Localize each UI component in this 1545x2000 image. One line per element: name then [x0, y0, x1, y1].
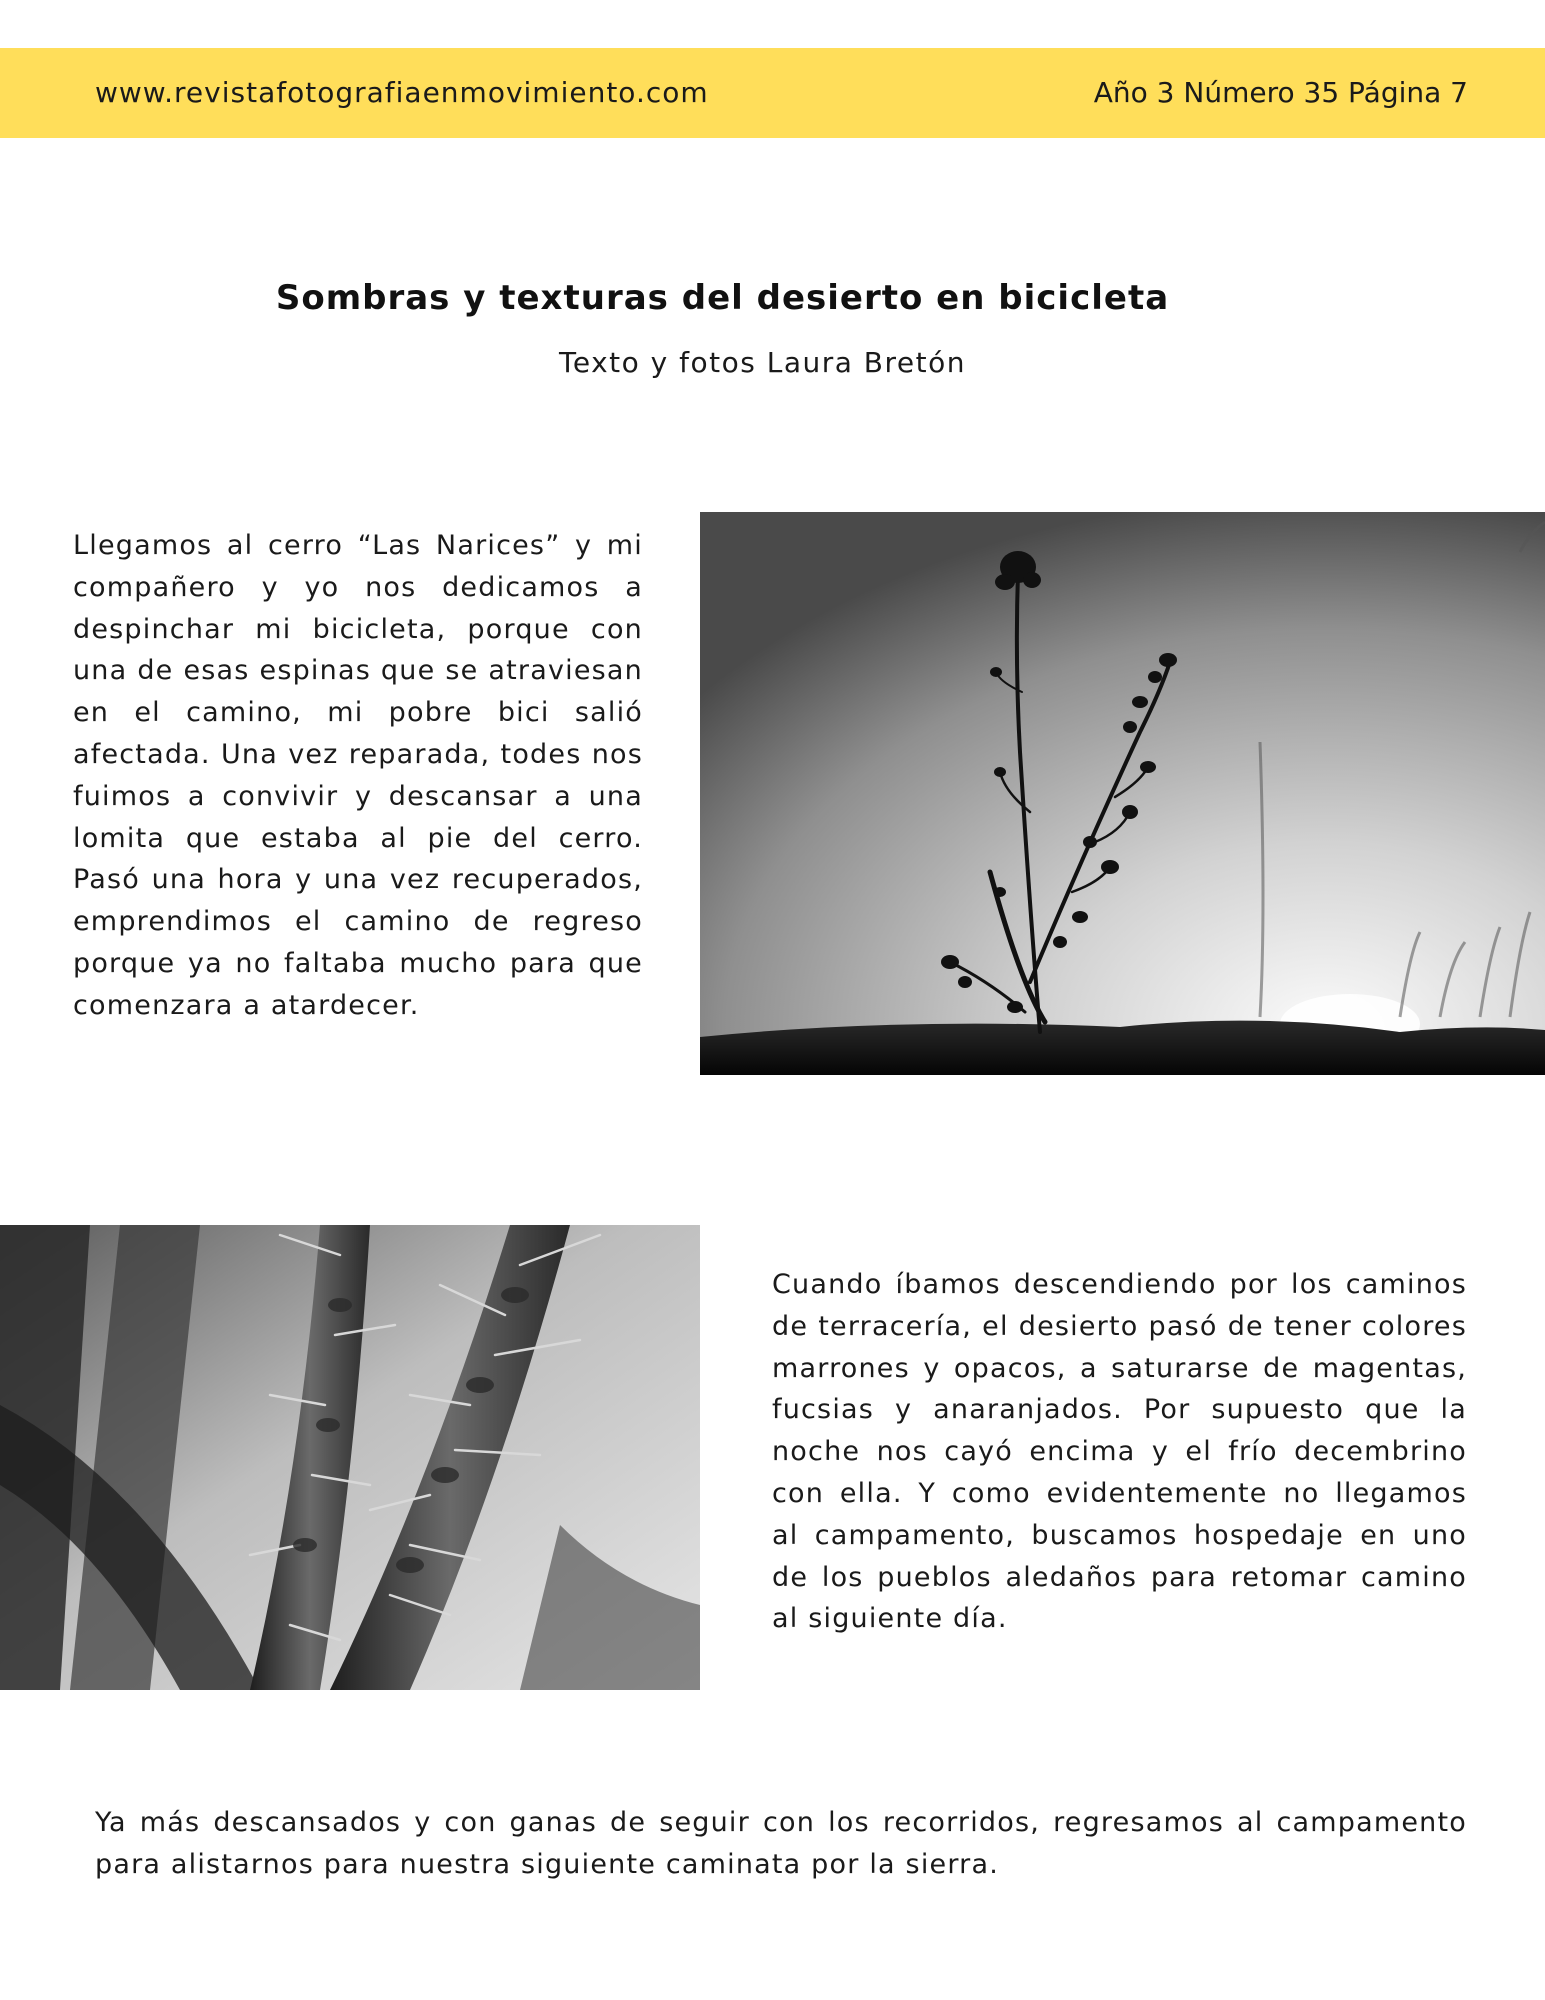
photo-cactus-thorns-closeup	[0, 1225, 700, 1690]
article-title: Sombras y texturas del desierto en bicicleta	[275, 278, 1170, 318]
magazine-url-link[interactable]: www.revistafotografiaenmovimiento.com	[95, 76, 709, 109]
photo-plant-silhouette-sunset	[700, 512, 1545, 1075]
article-paragraph-1: Llegamos al cerro “Las Narices” y mi compañero y yo nos dedicamos a despinchar mi bicicleta, porque con una de esas espinas que se atraviesan en el camino, mi pobre bici salió afectada. Una vez reparada, todes nos fuimos a convivir y descansar a una lomita que estaba al pie del cerro. Pasó una hora y una vez recuperados, emprendimos el camino de regreso porque ya no faltaba mucho para que comenzara a atardecer.	[73, 530, 643, 1021]
article-paragraph-3: Ya más descansados y con ganas de seguir con los recorridos, regresamos al campamento para alistarnos para nuestra siguiente caminata por la sierra.	[95, 1807, 1467, 1880]
article-paragraph-2: Cuando íbamos descendiendo por los caminos de terracería, el desierto pasó de tener colores marrones y opacos, a saturarse de magentas, fucsias y anaranjados. Por supuesto que la noche nos cayó encima y el frío decembrino con ella. Y como evidentemente no llegamos al campamento, buscamos hospedaje en uno de los pueblos aledaños para retomar camino al siguiente día.	[772, 1269, 1467, 1635]
issue-page-info: Año 3 Número 35 Página 7	[1093, 76, 1468, 109]
article-byline: Texto y fotos Laura Bretón	[559, 346, 966, 379]
cactus-thorns-illustration	[0, 1225, 700, 1690]
plant-silhouette-illustration	[700, 512, 1545, 1075]
